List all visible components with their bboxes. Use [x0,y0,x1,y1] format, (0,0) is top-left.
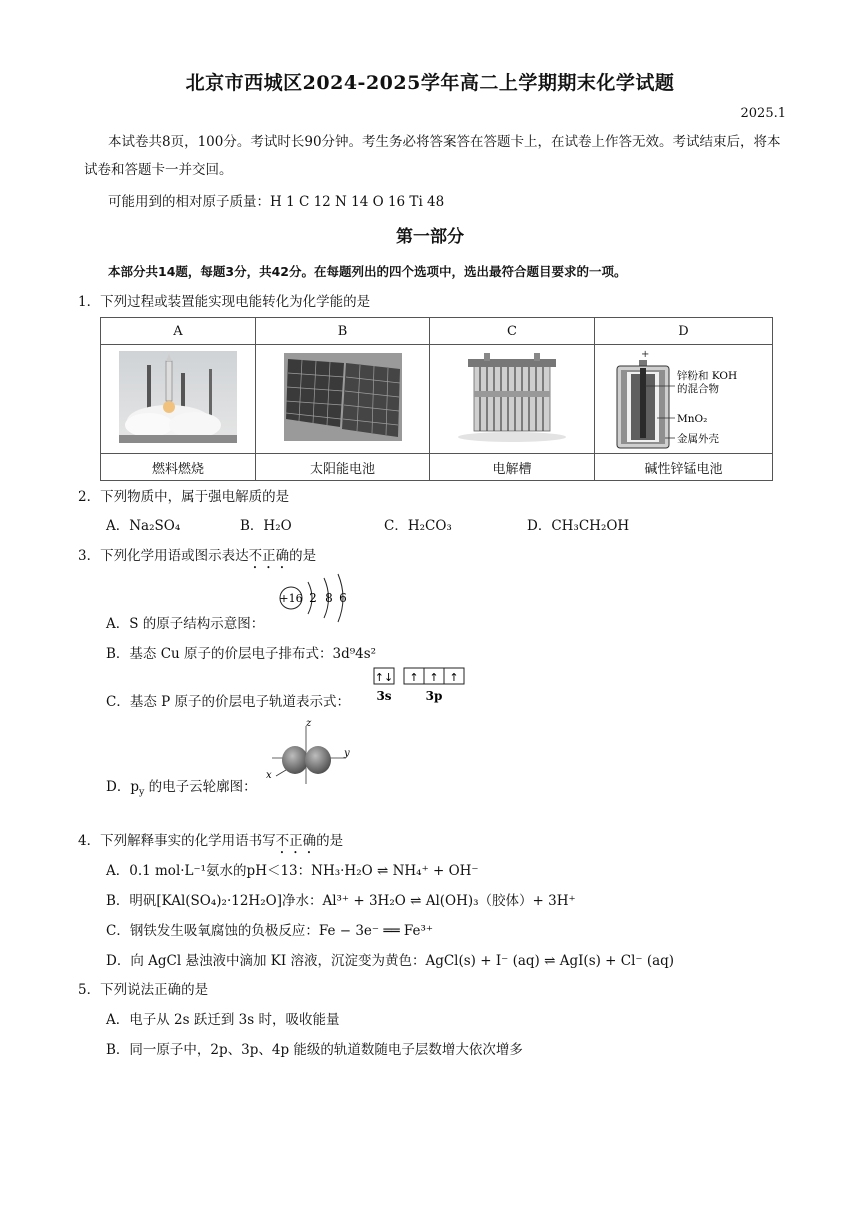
q5-option-a: A．电子从 2s 跃迁到 3s 时，吸收能量 [106,1012,340,1028]
q1-stem: 1．下列过程或装置能实现电能转化为化学能的是 [78,294,371,310]
page-title: 北京市西城区2024-2025学年高二上学期期末化学试题 [185,72,675,94]
battery-label-case: 金属外壳 [677,433,719,445]
orbital-label-3p: 3p [425,689,443,703]
intro-paragraph: 本试卷共8页，100分。考试时长90分钟。考生务必将答案答在答题卡上，在试卷上作答无效。考试结束后，将本试卷和答题卡一并交回。 [84,134,781,178]
axis-y-label: y [344,748,350,759]
atom-shell-3: 6 [339,591,347,605]
battery-label-mno2: MnO₂ [677,413,708,425]
q1-header-b: B [256,318,430,345]
q4-option-d: D．向 AgCl 悬浊液中滴加 KI 溶液，沉淀变为黄色：AgCl(s) + I⁻ (aq) ⇌ AgI(s) + Cl⁻ (aq) [106,953,675,969]
axis-x-label: x [266,770,272,781]
electrolyzer-image [430,345,595,454]
q3-option-d: D．$p_y$ 的电子云轮廓图： [106,779,257,798]
svg-text:↑: ↑ [409,671,419,684]
part-instruction: 本部分共14题，每题3分，共42分。在每题列出的四个选项中，选出最符合题目要求的一项。 [108,264,627,279]
battery-label-zinc-koh: 锌粉和 KOH [677,370,738,382]
q5-stem: 5．下列说法正确的是 [78,982,209,998]
q3-stem: 3．下列化学用语或图示表达不正确的是 [78,548,317,564]
atom-nucleus-charge: +16 [279,592,303,605]
q1-options-table [100,317,773,481]
q5-option-b: B．同一原子中，2p、3p、4p 能级的轨道数随电子层数增大依次增多 [106,1042,523,1058]
sulfur-atom-structure-diagram [274,572,354,628]
q2-option-b: B．H₂O [240,518,292,534]
solar-panel-image [256,345,430,454]
q1-header-d: D [595,318,773,345]
q4-option-a: A．0.1 mol·L⁻¹氨水的pH＜13：NH₃·H₂O ⇌ NH₄⁺ + OH⁻ [106,863,479,879]
q1-header-c: C [430,318,595,345]
atomic-masses: 可能用到的相对原子质量：H 1 C 12 N 14 O 16 Ti 48 [108,194,445,210]
part-title: 第一部分 [396,227,464,247]
q1-header-a: A [101,318,256,345]
phosphorus-orbital-diagram [370,666,474,706]
alkaline-battery-diagram [595,345,773,454]
orbital-label-3s: 3s [376,689,392,703]
q2-option-a: A．Na₂SO₄ [106,518,181,534]
exam-date: 2025.1 [740,106,786,121]
q1-caption-c: 电解槽 [430,454,595,481]
battery-label-mixture: 的混合物 [677,383,719,395]
q3-emphasis: 不正确 [248,548,290,564]
q2-stem: 2．下列物质中，属于强电解质的是 [78,489,290,505]
axis-z-label: z [306,718,312,729]
py-orbital-diagram [262,718,354,790]
q4-stem: 4．下列解释事实的化学用语书写不正确的是 [78,833,344,849]
q4-option-c: C．钢铁发生吸氧腐蚀的负极反应：Fe − 3e⁻ ══ Fe³⁺ [106,923,434,939]
svg-text:↑↓: ↑↓ [374,671,394,684]
battery-plus-sign: + [641,349,650,360]
q3-option-b: B．基态 Cu 原子的价层电子排布式：3d⁹4s² [106,646,377,662]
q2-option-d: D．CH₃CH₂OH [527,518,630,534]
rocket-launch-image [101,345,256,454]
svg-text:↑: ↑ [449,671,459,684]
q3-option-a: A．S 的原子结构示意图： [106,616,265,632]
q1-caption-b: 太阳能电池 [256,454,430,481]
atom-shell-2: 8 [325,591,333,605]
q1-caption-d: 碱性锌锰电池 [595,454,773,481]
svg-text:↑: ↑ [429,671,439,684]
q3-option-c: C．基态 P 原子的价层电子轨道表示式： [106,694,350,710]
atom-shell-1: 2 [309,591,317,605]
q4-option-b: B．明矾[KAl(SO₄)₂·12H₂O]净水：Al³⁺ + 3H₂O ⇌ Al(OH)₃（胶体）+ 3H⁺ [106,893,576,909]
q1-caption-a: 燃料燃烧 [101,454,256,481]
q4-emphasis: 不正确 [275,833,317,849]
q2-option-c: C．H₂CO₃ [384,518,452,534]
